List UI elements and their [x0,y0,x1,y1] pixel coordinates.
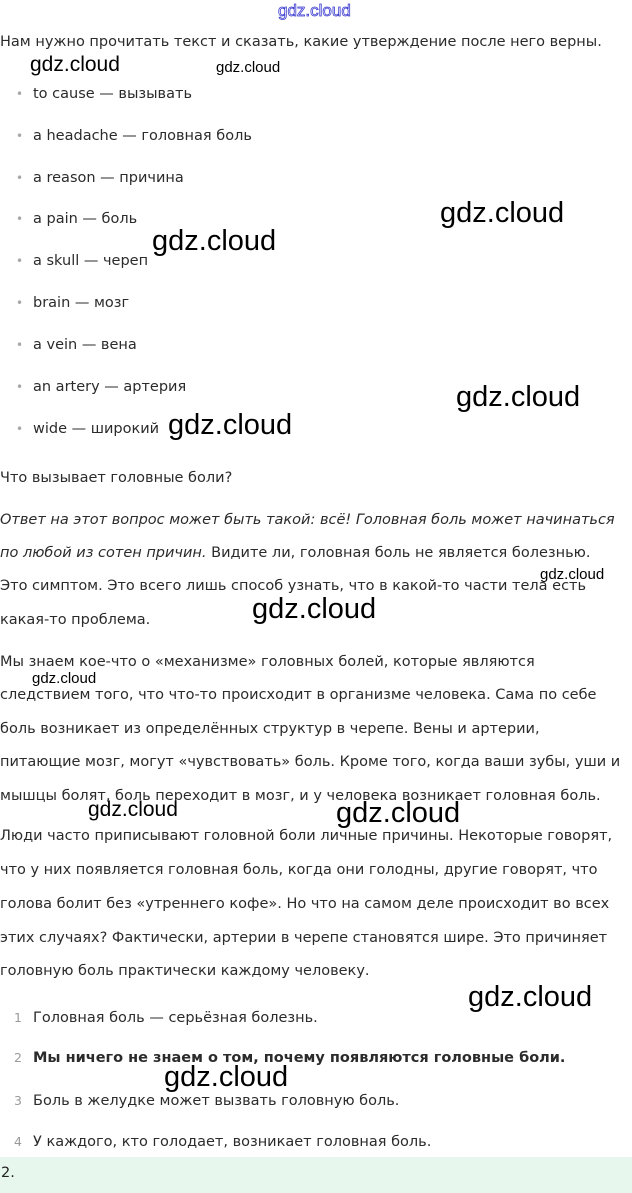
task-number: 2. [1,1165,15,1181]
bullet-icon: • [16,129,24,143]
watermark: gdz.cloud [164,1061,289,1093]
text-line: по любой из сотен причин. Видите ли, головная боль не является болезнью. [0,545,591,561]
watermark: gdz.cloud [336,797,461,829]
text-line: Ответ на этот вопрос может быть такой: всё! Головная боль может начинаться [0,512,615,528]
watermark: gdz.cloud [88,798,178,821]
text-line: головную боль практически каждому человеку. [0,963,370,979]
text-line: этих случаях? Фактически, артерии в черепе становятся шире. Это причиняет [0,930,608,946]
watermark: gdz.cloud [468,981,593,1013]
watermark: gdz.cloud [440,197,565,229]
bullet-icon: • [16,422,24,436]
text-line: голова болит без «утреннего кофе». Но что на самом деле происходит во всех [0,896,610,912]
watermark: gdz.cloud [456,381,581,413]
text-line: Это симптом. Это всего лишь способ узнать, что в какой-то части тела есть [0,578,587,594]
watermark: gdz.cloud [540,566,605,583]
watermark: gdz.cloud [252,593,377,625]
site-logo[interactable]: gdz.cloud [278,1,351,20]
text-line: питающие мозг, могут «чувствовать» боль. Кроме того, когда ваши зубы, уши и [0,754,621,770]
text-line: боль возникает из определённых структур в черепе. Вены и артерии, [0,721,540,737]
watermark: gdz.cloud [152,225,277,257]
intro-text: Нам нужно прочитать текст и сказать, какие утверждение после него верны. [0,34,602,50]
bullet-icon: • [16,296,24,310]
bullet-icon: • [16,171,24,185]
watermark: gdz.cloud [32,670,97,687]
text-line: Мы знаем кое-что о «механизме» головных болей, которые являются [0,654,535,670]
text-line: Люди часто приписывают головной боли личные причины. Некоторые говорят, [0,828,613,844]
watermark: gdz.cloud [216,59,281,76]
watermark: gdz.cloud [168,409,293,441]
text-line: следствием того, что что-то происходит в организме человека. Сама по себе [0,687,597,703]
text-line: какая-то проблема. [0,612,151,628]
bullet-icon: • [16,380,24,394]
text-line: мышцы болят, боль переходит в мозг, и у человека возникает головная боль. [0,788,601,804]
bullet-icon: • [16,212,24,226]
next-task-bar[interactable] [0,1157,632,1193]
bullet-icon: • [16,338,24,352]
bullet-icon: • [16,254,24,268]
text-line: что у них появляется головная боль, когда они голодны, другие говорят, что [0,862,598,878]
bullet-icon: • [16,87,24,101]
watermark: gdz.cloud [30,53,120,76]
text-heading: Что вызывает головные боли? [0,470,233,486]
